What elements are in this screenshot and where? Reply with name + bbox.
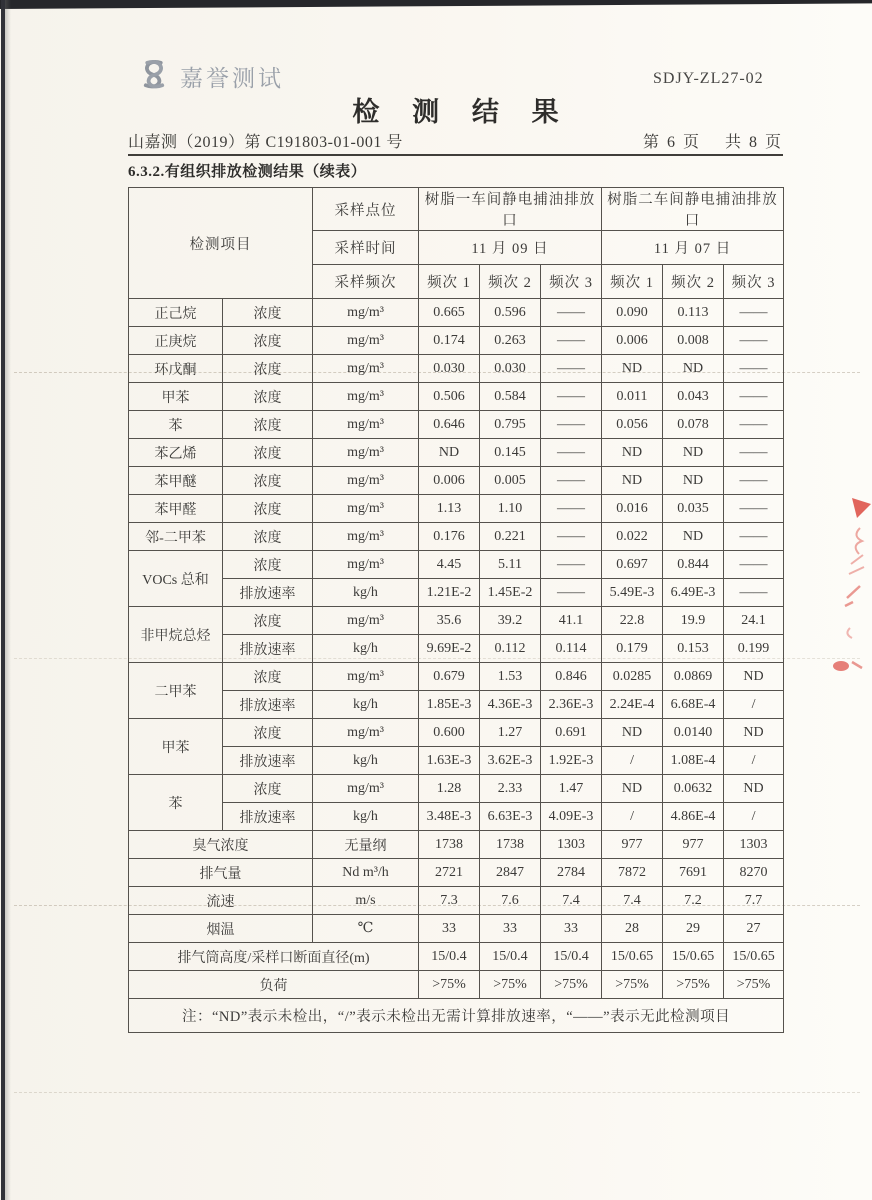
- table-cell: kg/h: [313, 691, 419, 719]
- table-cell: 19.9: [663, 607, 724, 635]
- table-cell: 1.92E-3: [541, 747, 602, 775]
- table-cell: Nd m³/h: [313, 859, 419, 887]
- table-cell: kg/h: [313, 747, 419, 775]
- table-cell: 1.10: [480, 495, 541, 523]
- table-cell: ND: [602, 467, 663, 495]
- table-cell: mg/m³: [313, 719, 419, 747]
- header-cell: 频次 3: [724, 265, 784, 299]
- results-table-container: [128, 187, 784, 1033]
- table-cell: mg/m³: [313, 355, 419, 383]
- table-cell: /: [724, 803, 784, 831]
- header-cell: 频次 2: [480, 265, 541, 299]
- table-cell: 1303: [541, 831, 602, 859]
- table-cell: 苯: [129, 775, 223, 831]
- table-cell: 1.53: [480, 663, 541, 691]
- table-cell: 1.21E-2: [419, 579, 480, 607]
- table-cell: >75%: [541, 971, 602, 999]
- table-cell: 1.28: [419, 775, 480, 803]
- table-cell: mg/m³: [313, 495, 419, 523]
- table-cell: 9.69E-2: [419, 635, 480, 663]
- table-cell: 2721: [419, 859, 480, 887]
- table-cell: ——: [541, 523, 602, 551]
- table-cell: 1.45E-2: [480, 579, 541, 607]
- table-cell: ℃: [313, 915, 419, 943]
- table-cell: 浓度: [223, 467, 313, 495]
- table-cell: 0.043: [663, 383, 724, 411]
- header-cell: 采样频次: [313, 265, 419, 299]
- table-cell: ——: [541, 383, 602, 411]
- table-cell: 5.11: [480, 551, 541, 579]
- table-cell: 1.08E-4: [663, 747, 724, 775]
- table-cell: 0.006: [419, 467, 480, 495]
- table-cell: 0.176: [419, 523, 480, 551]
- table-cell: 3.48E-3: [419, 803, 480, 831]
- table-cell: 浓度: [223, 495, 313, 523]
- table-cell: 非甲烷总烃: [129, 607, 223, 663]
- table-cell: 7.6: [480, 887, 541, 915]
- table-cell: 0.174: [419, 327, 480, 355]
- table-cell: 15/0.65: [724, 943, 784, 971]
- table-cell: >75%: [663, 971, 724, 999]
- table-cell: 浓度: [223, 383, 313, 411]
- table-cell: 甲苯: [129, 383, 223, 411]
- table-cell: 0.113: [663, 299, 724, 327]
- table-cell: 苯甲醚: [129, 467, 223, 495]
- table-cell: 7.3: [419, 887, 480, 915]
- table-cell: 1738: [480, 831, 541, 859]
- scan-edge-top: [0, 0, 872, 9]
- table-cell: mg/m³: [313, 411, 419, 439]
- table-cell: 0.016: [602, 495, 663, 523]
- table-cell: /: [724, 747, 784, 775]
- table-cell: 0.0632: [663, 775, 724, 803]
- table-cell: 0.030: [419, 355, 480, 383]
- table-cell: 0.090: [602, 299, 663, 327]
- table-cell: mg/m³: [313, 327, 419, 355]
- table-cell: 7.7: [724, 887, 784, 915]
- table-cell: ——: [724, 327, 784, 355]
- table-cell: 0.005: [480, 467, 541, 495]
- table-cell: 0.596: [480, 299, 541, 327]
- table-cell: 22.8: [602, 607, 663, 635]
- table-cell: ND: [663, 355, 724, 383]
- table-cell: 二甲苯: [129, 663, 223, 719]
- table-cell: 0.078: [663, 411, 724, 439]
- table-cell: 浓度: [223, 355, 313, 383]
- table-cell: 0.697: [602, 551, 663, 579]
- table-cell: 6.49E-3: [663, 579, 724, 607]
- table-cell: >75%: [724, 971, 784, 999]
- header-cell: 11 月 07 日: [602, 231, 784, 265]
- table-cell: 浓度: [223, 719, 313, 747]
- table-cell: ——: [724, 495, 784, 523]
- table-cell: 浓度: [223, 439, 313, 467]
- table-cell: 1.27: [480, 719, 541, 747]
- table-cell: ——: [724, 551, 784, 579]
- table-cell: 浓度: [223, 775, 313, 803]
- table-cell: 浓度: [223, 663, 313, 691]
- header-cell: 树脂一车间静电捕油排放口: [419, 188, 602, 231]
- table-cell: 流速: [129, 887, 313, 915]
- table-cell: 臭气浓度: [129, 831, 313, 859]
- table-cell: 0.646: [419, 411, 480, 439]
- table-cell: 27: [724, 915, 784, 943]
- table-cell: 苯甲醛: [129, 495, 223, 523]
- table-cell: ND: [602, 439, 663, 467]
- table-cell: 0.006: [602, 327, 663, 355]
- table-cell: 0.022: [602, 523, 663, 551]
- table-cell: 4.86E-4: [663, 803, 724, 831]
- red-stamp-fragment: [826, 494, 872, 685]
- table-cell: 7.2: [663, 887, 724, 915]
- table-cell: 0.199: [724, 635, 784, 663]
- table-cell: 33: [480, 915, 541, 943]
- table-cell: 8270: [724, 859, 784, 887]
- table-cell: ND: [663, 439, 724, 467]
- table-cell: 0.665: [419, 299, 480, 327]
- table-cell: 28: [602, 915, 663, 943]
- table-cell: 2.36E-3: [541, 691, 602, 719]
- table-cell: mg/m³: [313, 299, 419, 327]
- table-cell: 浓度: [223, 551, 313, 579]
- table-cell: 35.6: [419, 607, 480, 635]
- table-cell: 环戊酮: [129, 355, 223, 383]
- table-cell: ND: [602, 719, 663, 747]
- table-cell: ND: [663, 523, 724, 551]
- table-cell: 7691: [663, 859, 724, 887]
- table-cell: mg/m³: [313, 663, 419, 691]
- table-cell: ND: [602, 355, 663, 383]
- table-cell: ——: [541, 355, 602, 383]
- table-cell: 15/0.4: [541, 943, 602, 971]
- table-cell: kg/h: [313, 579, 419, 607]
- table-cell: 甲苯: [129, 719, 223, 775]
- table-cell: 3.62E-3: [480, 747, 541, 775]
- report-number: 山嘉测（2019）第 C191803-01-001 号: [128, 134, 403, 151]
- table-cell: ——: [724, 467, 784, 495]
- table-cell: 0.844: [663, 551, 724, 579]
- header-cell: 频次 1: [419, 265, 480, 299]
- table-cell: 39.2: [480, 607, 541, 635]
- scan-edge-left-shadow: [5, 0, 11, 1200]
- table-cell: VOCs 总和: [129, 551, 223, 607]
- table-cell: 24.1: [724, 607, 784, 635]
- table-cell: >75%: [419, 971, 480, 999]
- table-cell: 4.09E-3: [541, 803, 602, 831]
- table-cell: 0.112: [480, 635, 541, 663]
- table-cell: 0.679: [419, 663, 480, 691]
- table-cell: 33: [419, 915, 480, 943]
- table-cell: 0.0140: [663, 719, 724, 747]
- table-cell: 苯乙烯: [129, 439, 223, 467]
- table-cell: mg/m³: [313, 439, 419, 467]
- table-cell: 0.035: [663, 495, 724, 523]
- table-cell: 0.506: [419, 383, 480, 411]
- fold-line: [14, 1092, 860, 1093]
- table-cell: 15/0.4: [419, 943, 480, 971]
- table-cell: ——: [724, 523, 784, 551]
- table-cell: ND: [724, 663, 784, 691]
- table-cell: 排放速率: [223, 579, 313, 607]
- table-cell: ——: [541, 551, 602, 579]
- table-cell: 0.011: [602, 383, 663, 411]
- table-cell: 浓度: [223, 607, 313, 635]
- table-cell: ——: [724, 439, 784, 467]
- table-cell: ——: [724, 411, 784, 439]
- table-cell: 1.47: [541, 775, 602, 803]
- table-cell: 2847: [480, 859, 541, 887]
- table-cell: 排气量: [129, 859, 313, 887]
- table-cell: ——: [541, 439, 602, 467]
- table-cell: 负荷: [129, 971, 419, 999]
- table-cell: 29: [663, 915, 724, 943]
- table-cell: 15/0.4: [480, 943, 541, 971]
- table-cell: 1.13: [419, 495, 480, 523]
- table-cell: 7.4: [602, 887, 663, 915]
- table-cell: 正己烷: [129, 299, 223, 327]
- note-cell: 注：“ND”表示未检出，“/”表示未检出无需计算排放速率，“——”表示无此检测项目: [129, 999, 784, 1033]
- table-cell: 0.008: [663, 327, 724, 355]
- table-cell: mg/m³: [313, 383, 419, 411]
- table-cell: ——: [724, 383, 784, 411]
- table-cell: 0.030: [480, 355, 541, 383]
- table-cell: 1.85E-3: [419, 691, 480, 719]
- section-title: 6.3.2.有组织排放检测结果（续表）: [128, 164, 367, 180]
- header-cell: 树脂二车间静电捕油排放口: [602, 188, 784, 231]
- table-cell: 977: [602, 831, 663, 859]
- table-cell: 邻-二甲苯: [129, 523, 223, 551]
- table-cell: 2.24E-4: [602, 691, 663, 719]
- table-cell: mg/m³: [313, 551, 419, 579]
- table-cell: m/s: [313, 887, 419, 915]
- page-number-info: 第 6 页 共 8 页: [642, 134, 783, 151]
- table-cell: 0.114: [541, 635, 602, 663]
- table-cell: 977: [663, 831, 724, 859]
- table-cell: 苯: [129, 411, 223, 439]
- table-cell: 0.846: [541, 663, 602, 691]
- table-cell: mg/m³: [313, 523, 419, 551]
- table-cell: kg/h: [313, 803, 419, 831]
- table-cell: ——: [541, 327, 602, 355]
- table-cell: 0.600: [419, 719, 480, 747]
- table-cell: 0.056: [602, 411, 663, 439]
- table-cell: 无量纲: [313, 831, 419, 859]
- table-cell: >75%: [480, 971, 541, 999]
- subhead-rule: [128, 124, 783, 156]
- header-cell: 采样时间: [313, 231, 419, 265]
- table-cell: mg/m³: [313, 775, 419, 803]
- table-cell: >75%: [602, 971, 663, 999]
- table-cell: 0.795: [480, 411, 541, 439]
- table-cell: ——: [724, 579, 784, 607]
- table-cell: 0.0285: [602, 663, 663, 691]
- table-cell: 浓度: [223, 299, 313, 327]
- doc-code: SDJY-ZL27-02: [653, 70, 764, 87]
- table-cell: 5.49E-3: [602, 579, 663, 607]
- table-cell: 排放速率: [223, 803, 313, 831]
- table-cell: 0.179: [602, 635, 663, 663]
- table-cell: 0.263: [480, 327, 541, 355]
- table-cell: /: [602, 747, 663, 775]
- table-cell: ND: [419, 439, 480, 467]
- header-cell: 采样点位: [313, 188, 419, 231]
- results-table-body: [129, 188, 784, 1033]
- table-cell: 4.45: [419, 551, 480, 579]
- table-cell: ——: [541, 299, 602, 327]
- table-cell: 浓度: [223, 327, 313, 355]
- table-cell: 1.63E-3: [419, 747, 480, 775]
- table-cell: 0.584: [480, 383, 541, 411]
- table-cell: 0.691: [541, 719, 602, 747]
- table-cell: mg/m³: [313, 607, 419, 635]
- header-cell: 11 月 09 日: [419, 231, 602, 265]
- table-cell: 15/0.65: [663, 943, 724, 971]
- table-cell: 排放速率: [223, 747, 313, 775]
- table-cell: /: [724, 691, 784, 719]
- table-cell: 正庚烷: [129, 327, 223, 355]
- table-cell: 1303: [724, 831, 784, 859]
- table-cell: 0.153: [663, 635, 724, 663]
- table-cell: 33: [541, 915, 602, 943]
- table-cell: 41.1: [541, 607, 602, 635]
- table-cell: mg/m³: [313, 467, 419, 495]
- table-cell: /: [602, 803, 663, 831]
- brand-name: 嘉誉测试: [180, 66, 284, 91]
- header-cell: 频次 1: [602, 265, 663, 299]
- table-cell: ND: [663, 467, 724, 495]
- table-cell: 0.221: [480, 523, 541, 551]
- header-cell: 频次 3: [541, 265, 602, 299]
- table-cell: 0.145: [480, 439, 541, 467]
- table-cell: 排放速率: [223, 635, 313, 663]
- table-cell: ——: [541, 411, 602, 439]
- table-cell: ——: [541, 495, 602, 523]
- table-cell: 2784: [541, 859, 602, 887]
- page-title: 检 测 结 果: [352, 97, 572, 127]
- table-cell: ——: [541, 467, 602, 495]
- table-cell: 6.68E-4: [663, 691, 724, 719]
- table-cell: ——: [724, 299, 784, 327]
- table-cell: 0.0869: [663, 663, 724, 691]
- table-cell: ND: [724, 719, 784, 747]
- header-cell: 频次 2: [663, 265, 724, 299]
- header-cell: 检测项目: [129, 188, 313, 299]
- table-cell: ND: [602, 775, 663, 803]
- table-cell: 6.63E-3: [480, 803, 541, 831]
- table-cell: 浓度: [223, 523, 313, 551]
- table-cell: kg/h: [313, 635, 419, 663]
- table-cell: 7.4: [541, 887, 602, 915]
- table-cell: 4.36E-3: [480, 691, 541, 719]
- table-cell: 排气筒高度/采样口断面直径(m): [129, 943, 419, 971]
- table-cell: ——: [724, 355, 784, 383]
- table-cell: 浓度: [223, 411, 313, 439]
- table-cell: ——: [541, 579, 602, 607]
- table-cell: 7872: [602, 859, 663, 887]
- table-cell: 2.33: [480, 775, 541, 803]
- table-cell: 烟温: [129, 915, 313, 943]
- table-cell: ND: [724, 775, 784, 803]
- results-table: [128, 187, 784, 1033]
- table-cell: 15/0.65: [602, 943, 663, 971]
- table-cell: 1738: [419, 831, 480, 859]
- table-cell: 排放速率: [223, 691, 313, 719]
